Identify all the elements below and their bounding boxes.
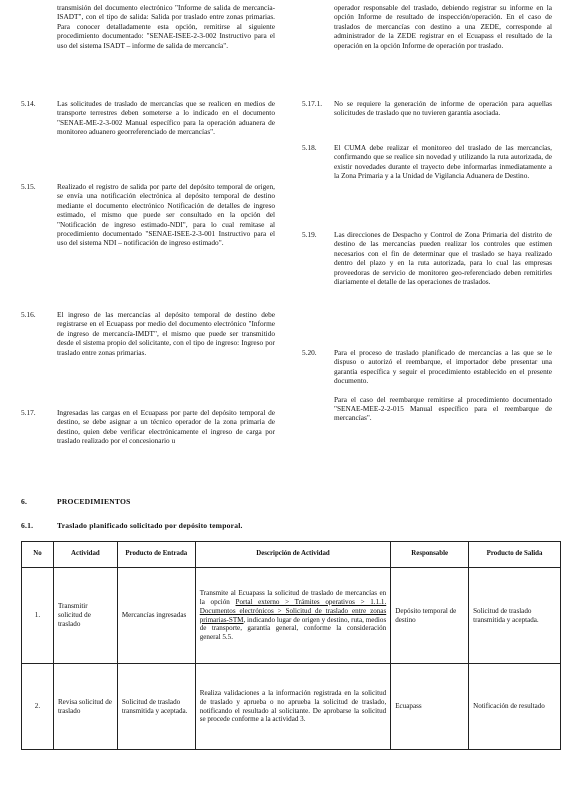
table-row [22, 664, 561, 750]
right-para-number: 5.19. [302, 230, 317, 239]
cell-entrada: Mercancías ingresadas [117, 568, 195, 664]
column-header: Responsable [391, 542, 469, 568]
paragraph: Para el caso del reembarque remitirse al procedimiento documentado "SENAE-MEE-2-2-015 Manual específico para el reembarque de mercancías". [334, 394, 552, 423]
paragraph: No se requiere la generación de informe de operación para aquellas solicitudes de traslado que no tuvieren garantía asociada. [334, 99, 552, 118]
left-para-number: 5.17. [21, 408, 36, 417]
cell-entrada: Solicitud de traslado transmitida y aceptada. [117, 664, 195, 750]
cell-descripcion [195, 568, 391, 664]
cell-responsable: Ecuapass [391, 664, 469, 750]
cell-actividad: Revisa solicitud de traslado [53, 664, 117, 750]
cell-salida: Solicitud de traslado transmitida y aceptada. [469, 568, 561, 664]
right-para-5-19 [334, 230, 552, 286]
right-para-continuation [334, 3, 552, 50]
cell-descripcion [195, 664, 391, 750]
cell-no: 2. [22, 664, 54, 750]
column-header: Actividad [53, 542, 117, 568]
cell-no: 1. [22, 568, 54, 664]
right-para-5-17-1 [334, 99, 552, 118]
left-para-number: 5.15. [21, 182, 36, 191]
left-para-5-16: El ingreso de las mercancías al depósito temporal de destino debe registrarse en el Ecuapass por medio del documento electrónico "Informe de ingreso de mercancía-IMDT", el mismo que puede ser transmitido desde el sistema propio del solicitante, con el tipo de ingreso: Ingreso por traslado entre zonas primarias. [57, 310, 275, 357]
left-para-continuation: transmisión del documento electrónico "Informe de salida de mercancía-ISADT", con el tipo de salida: Salida por traslado entre zonas primarias. Para conocer detalladamente esta opción, remitirse al siguiente procedimiento documentado: "SENAE-ISEE-2-3-002 Instructivo para el uso del sistema ISADT – informe de salida de mercancía". [57, 3, 275, 50]
subsection-number: 6.1. [21, 521, 34, 530]
desc-text: , indicando lugar de origen y destino, ruta, medios de transporte, garantía general, conforme la consideración general 5.5. [199, 615, 387, 642]
paragraph: Para el proceso de traslado planificado de mercancías a las que se le dispuso o autorizó el reembarque, el importador debe presentar una garantía específica y seguir el procedimiento establecido en el presente documento. [334, 348, 552, 386]
menu-path-link[interactable]: Portal externo > Trámites operativos > 1.1.1. Documentos electrónicos > Solicitud de traslado entre zonas primarias-STM [199, 597, 387, 624]
left-para-5-15: Realizado el registro de salida por parte del depósito temporal de origen, se envía una notificación electrónica al depósito temporal de destino mediante el documento electrónico Notificación de detalles de ingreso estimado, el mismo que puede ser consultado en la opción del "Notificación de ingreso estimado-NDI", para lo cual remitase al procedimiento documentado "SENAE-ISEE-2-3-001 Instructivo para el uso del sistema NDI – notificación de ingreso estimado". [57, 182, 275, 248]
paragraph: operador responsable del traslado, debiendo registrar su informe en la opción Informe de resultado de inspección/operación. En el caso de traslados de mercancías con destino a una ZEDE, corresponde al administrador de la ZEDE registrar en el Ecuapass el resultado de la operación en la opción Informe de operación por traslado. [334, 3, 552, 50]
desc-text: Transmite al Ecuapass la solicitud de traslado de mercancías en la opción [199, 589, 387, 606]
column-header: Producto de Entrada [117, 542, 195, 568]
table-row [22, 568, 561, 664]
column-header: Producto de Salida [469, 542, 561, 568]
right-para-5-18 [334, 143, 552, 181]
left-para-number: 5.16. [21, 310, 36, 319]
right-para-number: 5.18. [302, 143, 317, 152]
left-para-number: 5.14. [21, 99, 36, 108]
section-number: 6. [21, 497, 28, 506]
column-header: Descripción de Actividad [195, 542, 391, 568]
table-header-row [22, 542, 561, 568]
desc-text: Realiza validaciones a la información registrada en la solicitud de traslado y aprueba o no aprueba la solicitud de traslado, notificando el resultado al solicitante. De aprobarse la solicitud se procede conforme a la actividad 3. [199, 688, 387, 724]
right-para-5-20 [334, 348, 552, 423]
left-para-5-17: Ingresadas las cargas en el Ecuapass por parte del depósito temporal de destino, se debe asignar a un técnico operador de la zona primaria de destino, quien debe verificar electrónicamente el ingreso de carga por traslado realizado por el concesionario u [57, 408, 275, 446]
section-title: PROCEDIMIENTOS [57, 497, 131, 506]
subsection-title: Traslado planificado solicitado por depósito temporal. [57, 521, 243, 530]
column-header: No [22, 542, 54, 568]
right-para-number: 5.17.1. [302, 99, 323, 108]
cell-responsable: Depósito temporal de destino [391, 568, 469, 664]
paragraph: Las direcciones de Despacho y Control de Zona Primaria del distrito de destino de las mercancías pueden realizar los controles que estimen necesarios con el fin de determinar que el traslado se haya realizado dentro del plazo y en la ruta autorizada, para lo cual las empresas proveedoras de servicio de monitoreo geo-referenciado deben remitirles diariamente el detalle de las operaciones de traslados. [334, 230, 552, 287]
paragraph: El CUMA debe realizar el monitoreo del traslado de las mercancías, confirmando que se realice sin novedad y utilizando la ruta autorizada, de existir novedades durante el trayecto debe informarlas inmediatamente a la Zona Primaria y a la Unidad de Vigilancia Aduanera de Destino. [334, 143, 552, 181]
left-para-5-14: Las solicitudes de traslado de mercancías que se realicen en medios de transporte terrestres deben someterse a lo indicado en el documento "SENAE-ME-2-3-002 Manual específico para la operación aduanera de monitoreo aduanero georreferenciado de mercancías". [57, 99, 275, 137]
right-para-number: 5.20. [302, 348, 317, 357]
cell-salida: Notificación de resultado [469, 664, 561, 750]
cell-actividad: Transmitir solicitud de traslado [53, 568, 117, 664]
procedure-table [21, 541, 561, 750]
